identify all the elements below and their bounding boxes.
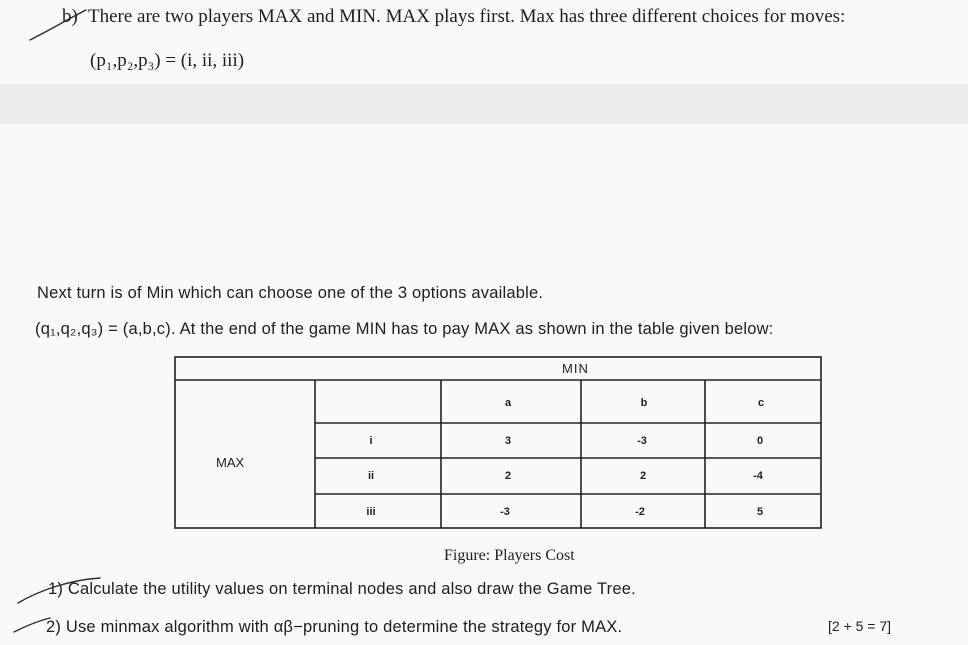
cell-iii-c: 5: [756, 506, 764, 518]
row-label-i: i: [369, 435, 373, 447]
question-1: 1) Calculate the utility values on terminal nodes and also draw the Game Tree.: [48, 580, 636, 598]
row-label-ii: ii: [367, 470, 375, 482]
question-b-text: There are two players MAX and MIN. MAX plays first. Max has three different choices for moves:: [88, 6, 846, 27]
question-2: 2) Use minmax algorithm with αβ−pruning to determine the strategy for MAX.: [46, 618, 623, 636]
cell-ii-c: -4: [753, 470, 763, 482]
column-header-a: a: [504, 397, 512, 409]
marks-label: [2 + 5 = 7]: [828, 618, 892, 634]
cell-iii-a: -3: [500, 506, 510, 518]
cell-iii-b: -2: [635, 506, 645, 518]
cell-i-c: 0: [756, 435, 764, 447]
row-label-iii: iii: [366, 506, 376, 518]
cell-i-a: 3: [504, 435, 512, 447]
cell-ii-a: 2: [504, 470, 512, 482]
min-header: MIN: [562, 361, 589, 376]
cell-ii-b: 2: [639, 470, 647, 482]
cell-i-b: -3: [637, 435, 647, 447]
column-header-c: c: [757, 397, 765, 409]
question-b-tag: b): [62, 6, 78, 27]
min-turn-text: Next turn is of Min which can choose one of the 3 options available.: [37, 284, 544, 302]
figure-caption: Figure: Players Cost: [444, 547, 575, 564]
max-moves-text: (p₁,p₂,p₃) = (i, ii, iii): [90, 50, 245, 71]
payoff-description: (q₁,q₂,q₃) = (a,b,c). At the end of the game MIN has to pay MAX as shown in the table given below:: [35, 320, 774, 338]
max-header: MAX: [216, 455, 245, 470]
column-header-b: b: [640, 397, 648, 409]
